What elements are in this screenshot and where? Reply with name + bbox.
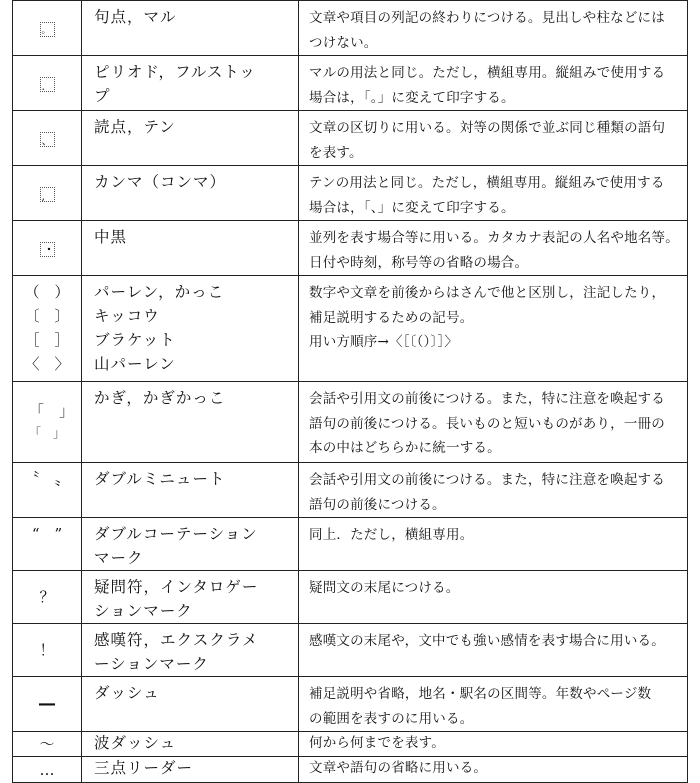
kagi-short-symbol: 「 」 [29, 426, 66, 440]
double-minute-symbol: 〝 〟 [24, 470, 70, 488]
description-cell [299, 111, 688, 166]
description-cell [299, 382, 688, 463]
symbol-cell [13, 677, 82, 732]
desc-line: 数字や文章を前後からはさんで他と区別し，注記したり， [309, 285, 666, 301]
table-row-double-quotation [13, 518, 688, 571]
desc-line: 補足説明するための記号。 [309, 309, 474, 326]
table-row-brackets [13, 276, 688, 382]
description-cell [299, 732, 688, 757]
description-cell [299, 571, 688, 624]
desc-line: 本の中はどちらかに統一する。 [309, 440, 501, 456]
name-cell [82, 571, 299, 624]
name-line: ダブルコーテーション [94, 525, 258, 543]
table-row-comma [13, 166, 688, 221]
double-quotation-symbol: “ ” [31, 525, 63, 543]
desc-line: 場合は，「、」に変えて印字する。 [309, 199, 515, 216]
name-line: マーク [94, 549, 144, 567]
name-cell [82, 732, 299, 757]
table-row-maru [13, 1, 688, 56]
name-line: 三点リーダー [94, 759, 194, 777]
table-row-leader [13, 757, 688, 783]
name-line: カンマ（コンマ） [94, 173, 227, 191]
name-cell [82, 382, 299, 463]
table-row-question [13, 571, 688, 624]
punctuation-table [12, 0, 688, 783]
desc-line: 同上．ただし，横組専用。 [309, 527, 474, 543]
name-line: 疑問符，インタロゲー [94, 578, 259, 596]
table-row-period [13, 56, 688, 111]
name-cell [82, 757, 299, 783]
name-line: 読点，テン [94, 118, 176, 136]
name-line: ーションマーク [94, 655, 209, 673]
table-row-kagi [13, 382, 688, 463]
ten-symbol: 、 [41, 133, 53, 147]
desc-line: マルの用法と同じ。ただし，横組専用。縦組みで使用する [309, 65, 666, 81]
nakaguro-symbol: ・ [40, 242, 55, 257]
table-row-ten [13, 111, 688, 166]
name-line: ダブルミニュート [94, 470, 226, 488]
name-line: キッコウ [94, 307, 160, 325]
symbol-cell [13, 518, 82, 571]
symbol-cell [13, 166, 82, 221]
symbol-cell [13, 382, 82, 463]
desc-line: 会話や引用文の前後につける。また，特に注意を喚起する [309, 472, 665, 488]
kagi-long-symbol: 「 」 [29, 402, 75, 420]
name-line: 中黒 [94, 228, 128, 246]
symbol-cell [13, 757, 82, 783]
name-line: ブラケット [94, 331, 176, 349]
description-cell [299, 166, 688, 221]
description-cell [299, 276, 688, 382]
name-cell [82, 56, 299, 111]
description-cell [299, 56, 688, 111]
angle-bracket-symbol: 〈 〉 [24, 355, 70, 373]
symbol-cell [13, 111, 82, 166]
table-row-wave-dash [13, 732, 688, 757]
name-cell [82, 221, 299, 276]
name-cell [82, 111, 299, 166]
period-symbol: . [40, 77, 55, 92]
question-symbol: ？ [39, 588, 55, 606]
dash-symbol: — [38, 693, 56, 714]
desc-line: を表す。 [309, 144, 363, 161]
symbol-cell [13, 463, 82, 518]
desc-line: 並列を表す場合等に用いる。カタカナ表記の人名や地名等。 [309, 230, 679, 246]
name-line: プ [94, 87, 111, 105]
symbol-cell [13, 571, 82, 624]
name-line: パーレン，かっこ [94, 283, 225, 301]
comma-symbol: , [40, 187, 55, 202]
symbol-cell [13, 56, 82, 111]
table-row-dash [13, 677, 688, 732]
desc-line: 用い方順序→〈［〔（）〕］〉 [309, 334, 459, 350]
name-cell [82, 166, 299, 221]
description-cell [299, 463, 688, 518]
desc-line: 語句の前後につける。 [309, 496, 446, 513]
desc-line: の範囲を表すのに用いる。 [309, 710, 474, 727]
name-line: ピリオド，フルストッ [94, 63, 256, 81]
wave-dash-symbol: 〜 [39, 735, 55, 753]
desc-line: つけない。 [309, 34, 378, 51]
desc-line: 補足説明や省略，地名・駅名の区間等。年数やページ数 [309, 686, 652, 702]
name-cell [82, 518, 299, 571]
description-cell [299, 518, 688, 571]
table-row-double-minute [13, 463, 688, 518]
desc-line: 場合は，「。」に変えて印字する。 [309, 89, 515, 106]
name-cell [82, 624, 299, 677]
description-cell [299, 677, 688, 732]
symbol-cell [13, 276, 82, 382]
desc-line: 文章や語句の省略に用いる。 [309, 760, 488, 776]
desc-line: 語句の前後につける。長いものと短いものがあり，一冊の [309, 415, 665, 432]
description-cell [299, 757, 688, 783]
description-cell [299, 624, 688, 677]
paren-symbol: （ ） [24, 283, 70, 301]
desc-line: 会話や引用文の前後につける。また，特に注意を喚起する [309, 391, 665, 407]
name-cell [82, 276, 299, 382]
kikkou-symbol: 〔 〕 [24, 307, 70, 325]
name-line: 山パーレン [94, 355, 176, 373]
symbol-cell [13, 732, 82, 757]
name-line: かぎ，かぎかっこ [94, 389, 226, 407]
desc-line: 文章の区切りに用いる。対等の関係で並ぶ同じ種類の語句 [309, 120, 666, 136]
kagi-symbols [29, 400, 75, 444]
desc-line: テンの用法と同じ。ただし，横組専用。縦組みで使用する [309, 175, 665, 191]
name-line: 感嘆符，エクスクラメ [94, 631, 259, 649]
leader-symbol: … [39, 760, 55, 779]
name-line: 波ダッシュ [94, 734, 177, 752]
desc-line: 何から何までを表す。 [309, 735, 445, 751]
description-cell [299, 1, 688, 56]
symbol-cell [13, 624, 82, 677]
exclamation-symbol: ！ [39, 641, 55, 659]
name-cell [82, 677, 299, 732]
name-cell [82, 1, 299, 56]
table-row-exclamation [13, 624, 688, 677]
table-row-nakaguro [13, 221, 688, 276]
symbol-cell [13, 1, 82, 56]
name-cell [82, 463, 299, 518]
bracket-symbol: ［ ］ [24, 331, 70, 349]
name-line: ションマーク [94, 602, 193, 620]
desc-line: 文章や項目の列記の終わりにつける。見出しや柱などには [309, 10, 665, 26]
desc-line: 感嘆文の末尾や，文中でも強い感情を表す場合に用いる。 [309, 633, 665, 649]
desc-line: 疑問文の末尾につける。 [309, 580, 460, 596]
symbol-cell [13, 221, 82, 276]
description-cell [299, 221, 688, 276]
name-line: 句点，マル [94, 8, 177, 26]
desc-line: 日付や時刻，称号等の省略の場合。 [309, 254, 529, 271]
name-line: ダッシュ [94, 684, 160, 702]
maru-symbol: 。 [40, 22, 55, 37]
